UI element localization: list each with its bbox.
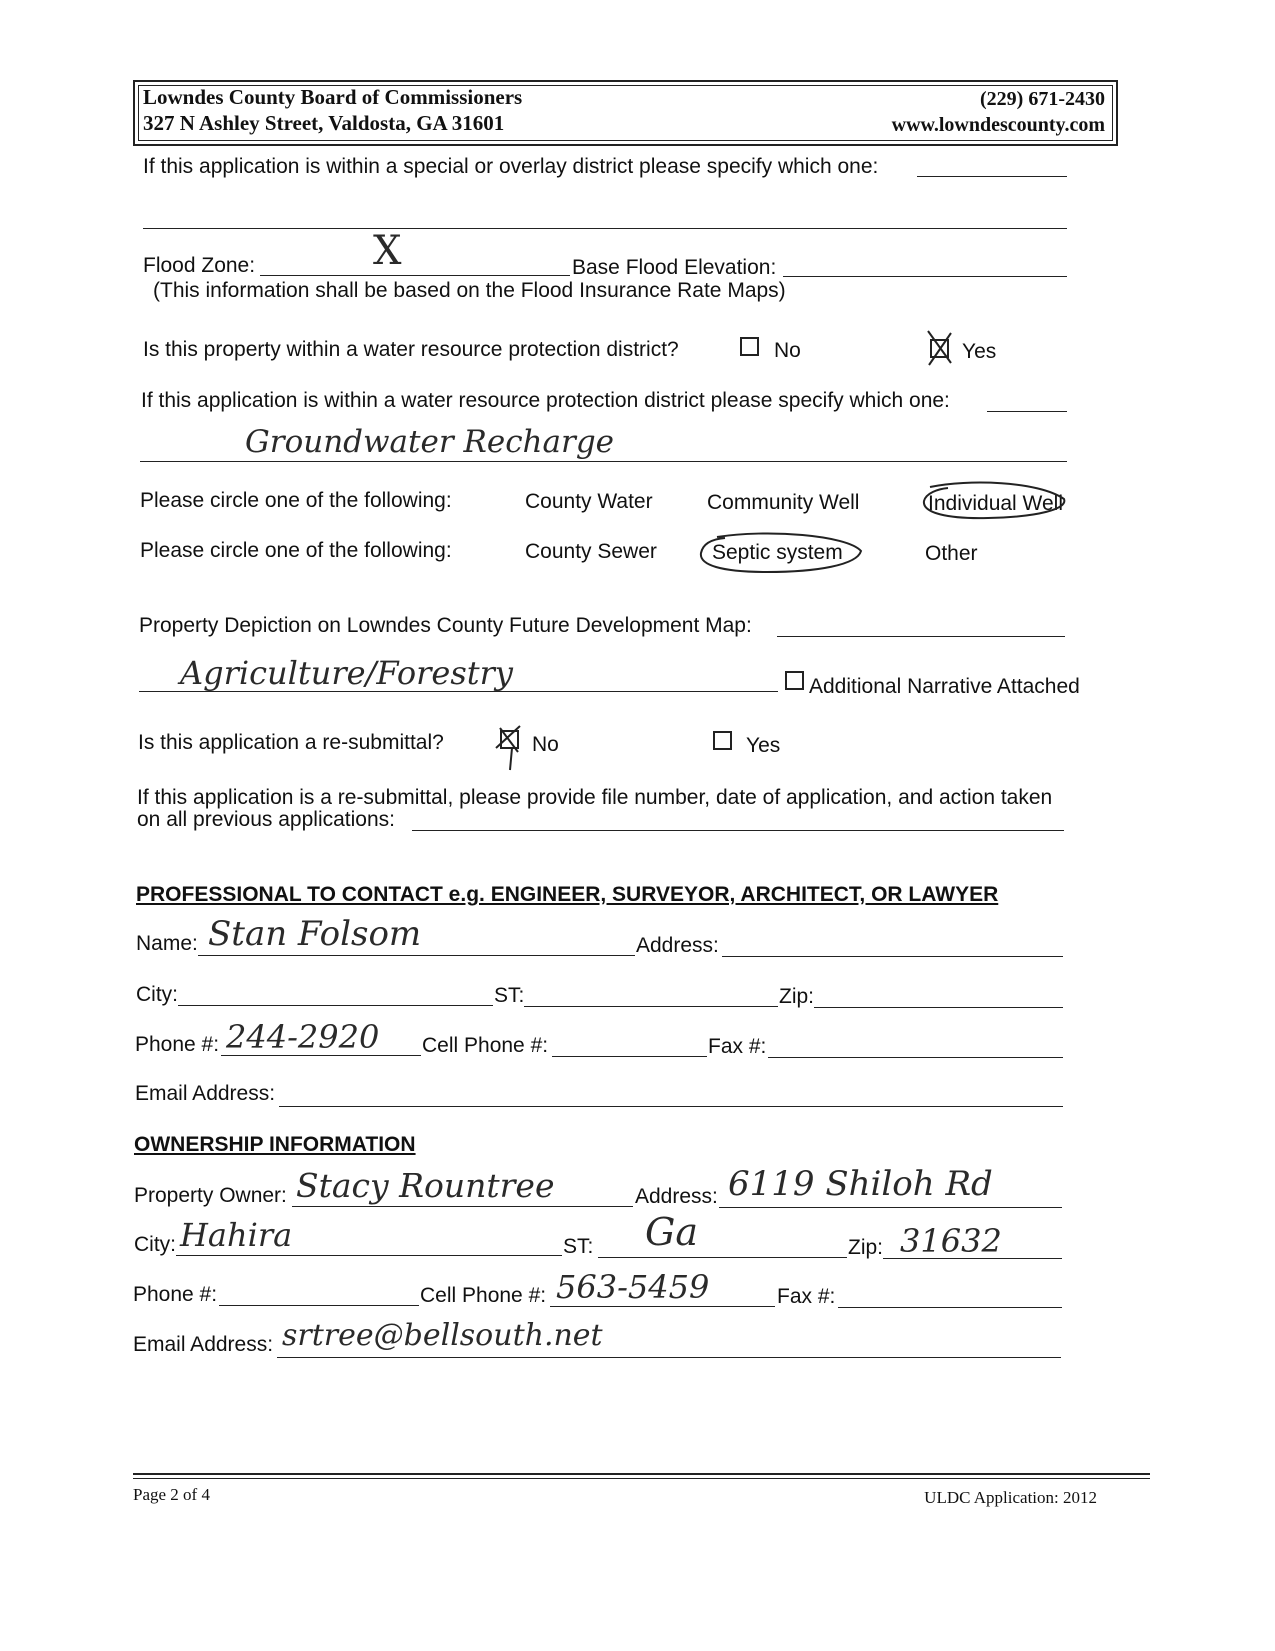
owner-st-label: ST: xyxy=(563,1235,594,1258)
professional-heading: PROFESSIONAL TO CONTACT e.g. ENGINEER, SURVEYOR, ARCHITECT, OR LAWYER xyxy=(136,883,999,906)
owner-cell-field[interactable] xyxy=(550,1306,775,1307)
footer-form: ULDC Application: 2012 xyxy=(924,1488,1097,1507)
owner-zip-label: Zip: xyxy=(848,1236,884,1259)
professional-fax-label: Fax #: xyxy=(708,1035,767,1058)
water-source-label: Please circle one of the following: xyxy=(140,489,452,512)
footer-page: Page 2 of 4 xyxy=(133,1485,210,1504)
resubmittal-yes-checkbox[interactable] xyxy=(713,731,732,750)
water-district-no-checkbox[interactable] xyxy=(740,337,759,356)
water-district-question: Is this property within a water resource protection district? xyxy=(143,338,679,361)
sewer-option-2[interactable]: Septic system xyxy=(712,541,843,564)
special-district-line-2[interactable] xyxy=(143,228,1067,229)
professional-name-value: Stan Folsom xyxy=(208,914,422,954)
special-district-label: If this application is within a special or overlay district please specify which one: xyxy=(143,155,879,178)
header-address: 327 N Ashley Street, Valdosta, GA 31601 xyxy=(143,111,505,135)
water-district-specify-value: Groundwater Recharge xyxy=(245,424,615,460)
footer-rule-2 xyxy=(133,1478,1150,1479)
owner-label: Property Owner: xyxy=(134,1184,287,1207)
sewer-circle-mark xyxy=(697,531,867,576)
professional-cell-label: Cell Phone #: xyxy=(422,1034,549,1057)
owner-email-label: Email Address: xyxy=(133,1333,274,1356)
flood-zone-field[interactable] xyxy=(260,275,570,276)
resubmittal-no-label: No xyxy=(532,733,559,756)
water-source-circle-mark xyxy=(918,479,1068,524)
sewer-option-3[interactable]: Other xyxy=(925,542,978,565)
flood-zone-value: X xyxy=(373,228,402,274)
owner-value: Stacy Rountree xyxy=(296,1166,555,1205)
water-district-yes-label: Yes xyxy=(962,340,997,363)
footer-rule xyxy=(133,1473,1150,1475)
resubmittal-details-field[interactable] xyxy=(412,830,1064,831)
check-mark-icon xyxy=(930,339,949,358)
owner-fax-label: Fax #: xyxy=(777,1285,836,1308)
header-org: Lowndes County Board of Commissioners xyxy=(143,85,523,109)
future-map-value: Agriculture/Forestry xyxy=(180,654,513,692)
water-district-yes-checkbox[interactable] xyxy=(930,339,949,358)
professional-city-field[interactable] xyxy=(178,1005,493,1006)
owner-cell-label: Cell Phone #: xyxy=(420,1284,547,1307)
header-website: www.lowndescounty.com xyxy=(891,114,1105,136)
owner-address-value: 6119 Shiloh Rd xyxy=(728,1164,993,1204)
header-phone: (229) 671-2430 xyxy=(980,88,1105,110)
water-source-option-3[interactable]: Individual Well xyxy=(928,492,1064,515)
flood-note: (This information shall be based on the Flood Insurance Rate Maps) xyxy=(153,279,786,302)
professional-email-label: Email Address: xyxy=(135,1082,276,1105)
water-district-specify-field[interactable] xyxy=(140,461,1067,462)
professional-email-field[interactable] xyxy=(279,1106,1063,1107)
owner-city-field[interactable] xyxy=(176,1255,562,1256)
resubmittal-question: Is this application a re-submittal? xyxy=(138,731,444,754)
owner-address-label: Address: xyxy=(635,1185,718,1208)
owner-st-field[interactable] xyxy=(598,1257,847,1258)
owner-email-field[interactable] xyxy=(277,1357,1061,1358)
professional-city-label: City: xyxy=(136,983,178,1006)
owner-st-value: Ga xyxy=(645,1210,699,1254)
check-mark-icon xyxy=(500,730,519,749)
owner-fax-field[interactable] xyxy=(838,1307,1062,1308)
ownership-heading: OWNERSHIP INFORMATION xyxy=(134,1133,416,1156)
water-district-specify-label: If this application is within a water resource protection district please specify which one: xyxy=(141,389,950,412)
narrative-label: Additional Narrative Attached xyxy=(809,675,1080,698)
professional-address-field[interactable] xyxy=(722,956,1063,957)
professional-zip-field[interactable] xyxy=(814,1007,1063,1008)
water-district-no-label: No xyxy=(774,339,801,362)
professional-st-label: ST: xyxy=(494,984,525,1007)
owner-phone-label: Phone #: xyxy=(133,1283,218,1306)
professional-address-label: Address: xyxy=(636,934,719,957)
professional-name-label: Name: xyxy=(136,932,198,955)
owner-city-label: City: xyxy=(134,1233,176,1256)
resubmittal-yes-label: Yes xyxy=(746,734,781,757)
future-map-line[interactable] xyxy=(777,636,1065,637)
water-district-specify-line[interactable] xyxy=(987,411,1067,412)
flood-zone-label: Flood Zone: xyxy=(143,254,256,277)
owner-email-value: srtree@bellsouth.net xyxy=(282,1318,603,1353)
owner-field[interactable] xyxy=(292,1206,633,1207)
professional-cell-field[interactable] xyxy=(552,1056,707,1057)
professional-phone-label: Phone #: xyxy=(135,1033,220,1056)
owner-phone-field[interactable] xyxy=(219,1305,419,1306)
owner-zip-value: 31632 xyxy=(900,1222,1002,1260)
water-source-option-2[interactable]: Community Well xyxy=(707,491,860,514)
resubmittal-details-line1: If this application is a re-submittal, please provide file number, date of application, and action taken xyxy=(137,786,1053,809)
sewer-label: Please circle one of the following: xyxy=(140,539,452,562)
base-flood-elevation-label: Base Flood Elevation: xyxy=(572,256,777,279)
professional-phone-value: 244-2920 xyxy=(226,1018,380,1056)
future-map-label: Property Depiction on Lowndes County Future Development Map: xyxy=(139,614,752,637)
professional-fax-field[interactable] xyxy=(768,1057,1063,1058)
resubmittal-no-checkbox[interactable] xyxy=(500,730,519,749)
professional-st-field[interactable] xyxy=(524,1006,778,1007)
special-district-line[interactable] xyxy=(917,176,1067,177)
base-flood-elevation-field[interactable] xyxy=(783,276,1067,277)
narrative-checkbox[interactable] xyxy=(785,671,804,690)
resubmittal-details-line2: on all previous applications: xyxy=(137,808,395,831)
owner-address-field[interactable] xyxy=(719,1207,1062,1208)
professional-name-field[interactable] xyxy=(198,955,635,956)
owner-cell-value: 563-5459 xyxy=(556,1268,710,1306)
professional-zip-label: Zip: xyxy=(779,985,815,1008)
sewer-option-1[interactable]: County Sewer xyxy=(525,540,657,563)
water-source-option-1[interactable]: County Water xyxy=(525,490,653,513)
owner-city-value: Hahira xyxy=(180,1216,293,1254)
